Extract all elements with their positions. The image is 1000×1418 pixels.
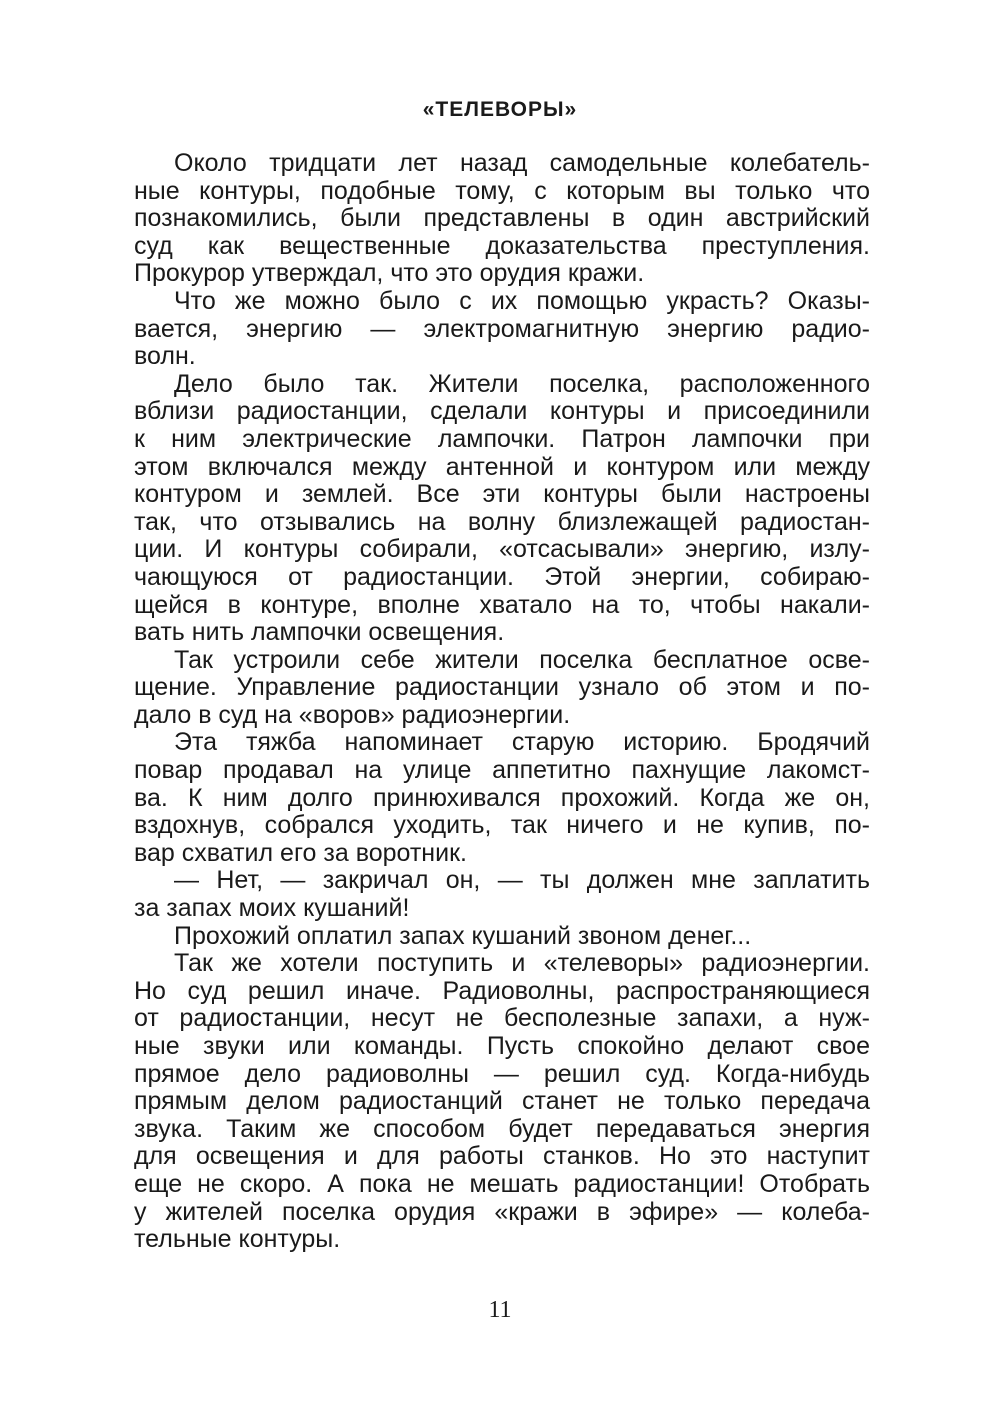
text-line: познакомились, были представлены в один австрийский [134, 204, 870, 233]
text-line: контуром и землей. Все эти контуры были настроены [134, 480, 870, 509]
text-line: Прохожий оплатил запах кушаний звоном денег... [174, 921, 752, 950]
text-line: волн. [134, 342, 196, 371]
text-line: ные звуки или команды. Пусть спокойно делают свое [134, 1032, 870, 1060]
text-line: у жителей поселка орудия «кражи в эфире» — колеба- [134, 1197, 870, 1226]
body-text [134, 150, 870, 1254]
text-line: вздохнув, собрался уходить, так ничего и не купив, по- [134, 811, 870, 840]
text-line: этом включался между антенной и контуром или между [134, 452, 870, 481]
text-line: от радиостанции, несут не бесполезные запахи, а нуж- [134, 1004, 870, 1033]
text-line: за запах моих кушаний! [134, 894, 410, 923]
paragraph [134, 288, 870, 371]
text-line: так, что отзывались на волну близлежащей радиостан- [134, 507, 870, 536]
text-line: Так устроили себе жители поселка бесплатное осве- [174, 645, 870, 674]
text-line: вблизи радиостанции, сделали контуры и присоединили [134, 397, 870, 426]
text-line: ва. К ним долго принюхивался прохожий. Когда же он, [134, 783, 870, 812]
text-line: для освещения и для работы станков. Но это наступит [134, 1142, 870, 1171]
text-line: повар продавал на улице аппетитно пахнущие лакомст- [134, 756, 870, 785]
text-line: прямым делом радиостанций станет не только передача [134, 1087, 870, 1116]
text-line: Дело было так. Жители поселка, расположенного [174, 369, 870, 398]
paragraph [134, 371, 870, 647]
text-line: Но суд решил иначе. Радиоволны, распространяющиеся [134, 976, 870, 1005]
text-line: к ним электрические лампочки. Патрон лампочки при [134, 424, 870, 453]
text-line: вается, энергию — электромагнитную энергию радио- [134, 314, 870, 343]
text-line: тельные контуры. [134, 1225, 341, 1254]
paragraph [134, 867, 870, 922]
text-line: прямое дело радиоволны — решил суд. Когда-нибудь [134, 1059, 870, 1088]
text-line: Около тридцати лет назад самодельные колебатель- [174, 149, 870, 177]
text-line: щение. Управление радиостанции узнало об этом и по- [134, 673, 870, 702]
text-line: ные контуры, подобные тому, с которым вы только что [134, 176, 870, 205]
text-line: вар схватил его за воротник. [134, 838, 467, 867]
text-line: дало в суд на «воров» радиоэнергии. [134, 700, 571, 729]
text-line: звука. Таким же способом будет передаваться энергия [134, 1114, 870, 1143]
text-line: Так же хотели поступить и «телеворы» радиоэнергии. [174, 949, 870, 978]
paragraph [134, 923, 870, 951]
text-line: чающуюся от радиостанции. Этой энергии, собираю- [134, 562, 870, 591]
text-line: суд как вещественные доказательства преступления. [134, 231, 870, 260]
text-line: Прокурор утверждал, что это орудия кражи. [134, 259, 645, 288]
page-number: 11 [488, 1297, 512, 1323]
text-line: Эта тяжба напоминает старую историю. Бродячий [174, 728, 870, 757]
chapter-title: «ТЕЛЕВОРЫ» [422, 98, 578, 121]
paragraph [134, 950, 870, 1254]
text-line: — Нет, — закричал он, — ты должен мне заплатить [174, 866, 870, 895]
text-line: еще не скоро. А пока не мешать радиостанции! Отобрать [134, 1169, 870, 1198]
paragraph [134, 729, 870, 867]
text-line: ции. И контуры собирали, «отсасывали» энергию, излу- [134, 535, 870, 564]
text-line: Что же можно было с их помощью украсть? Оказы- [174, 286, 870, 315]
paragraph [134, 647, 870, 730]
text-line: вать нить лампочки освещения. [134, 618, 505, 647]
paragraph [134, 150, 870, 288]
text-line: щейся в контуре, вполне хватало на то, чтобы накали- [134, 590, 870, 619]
